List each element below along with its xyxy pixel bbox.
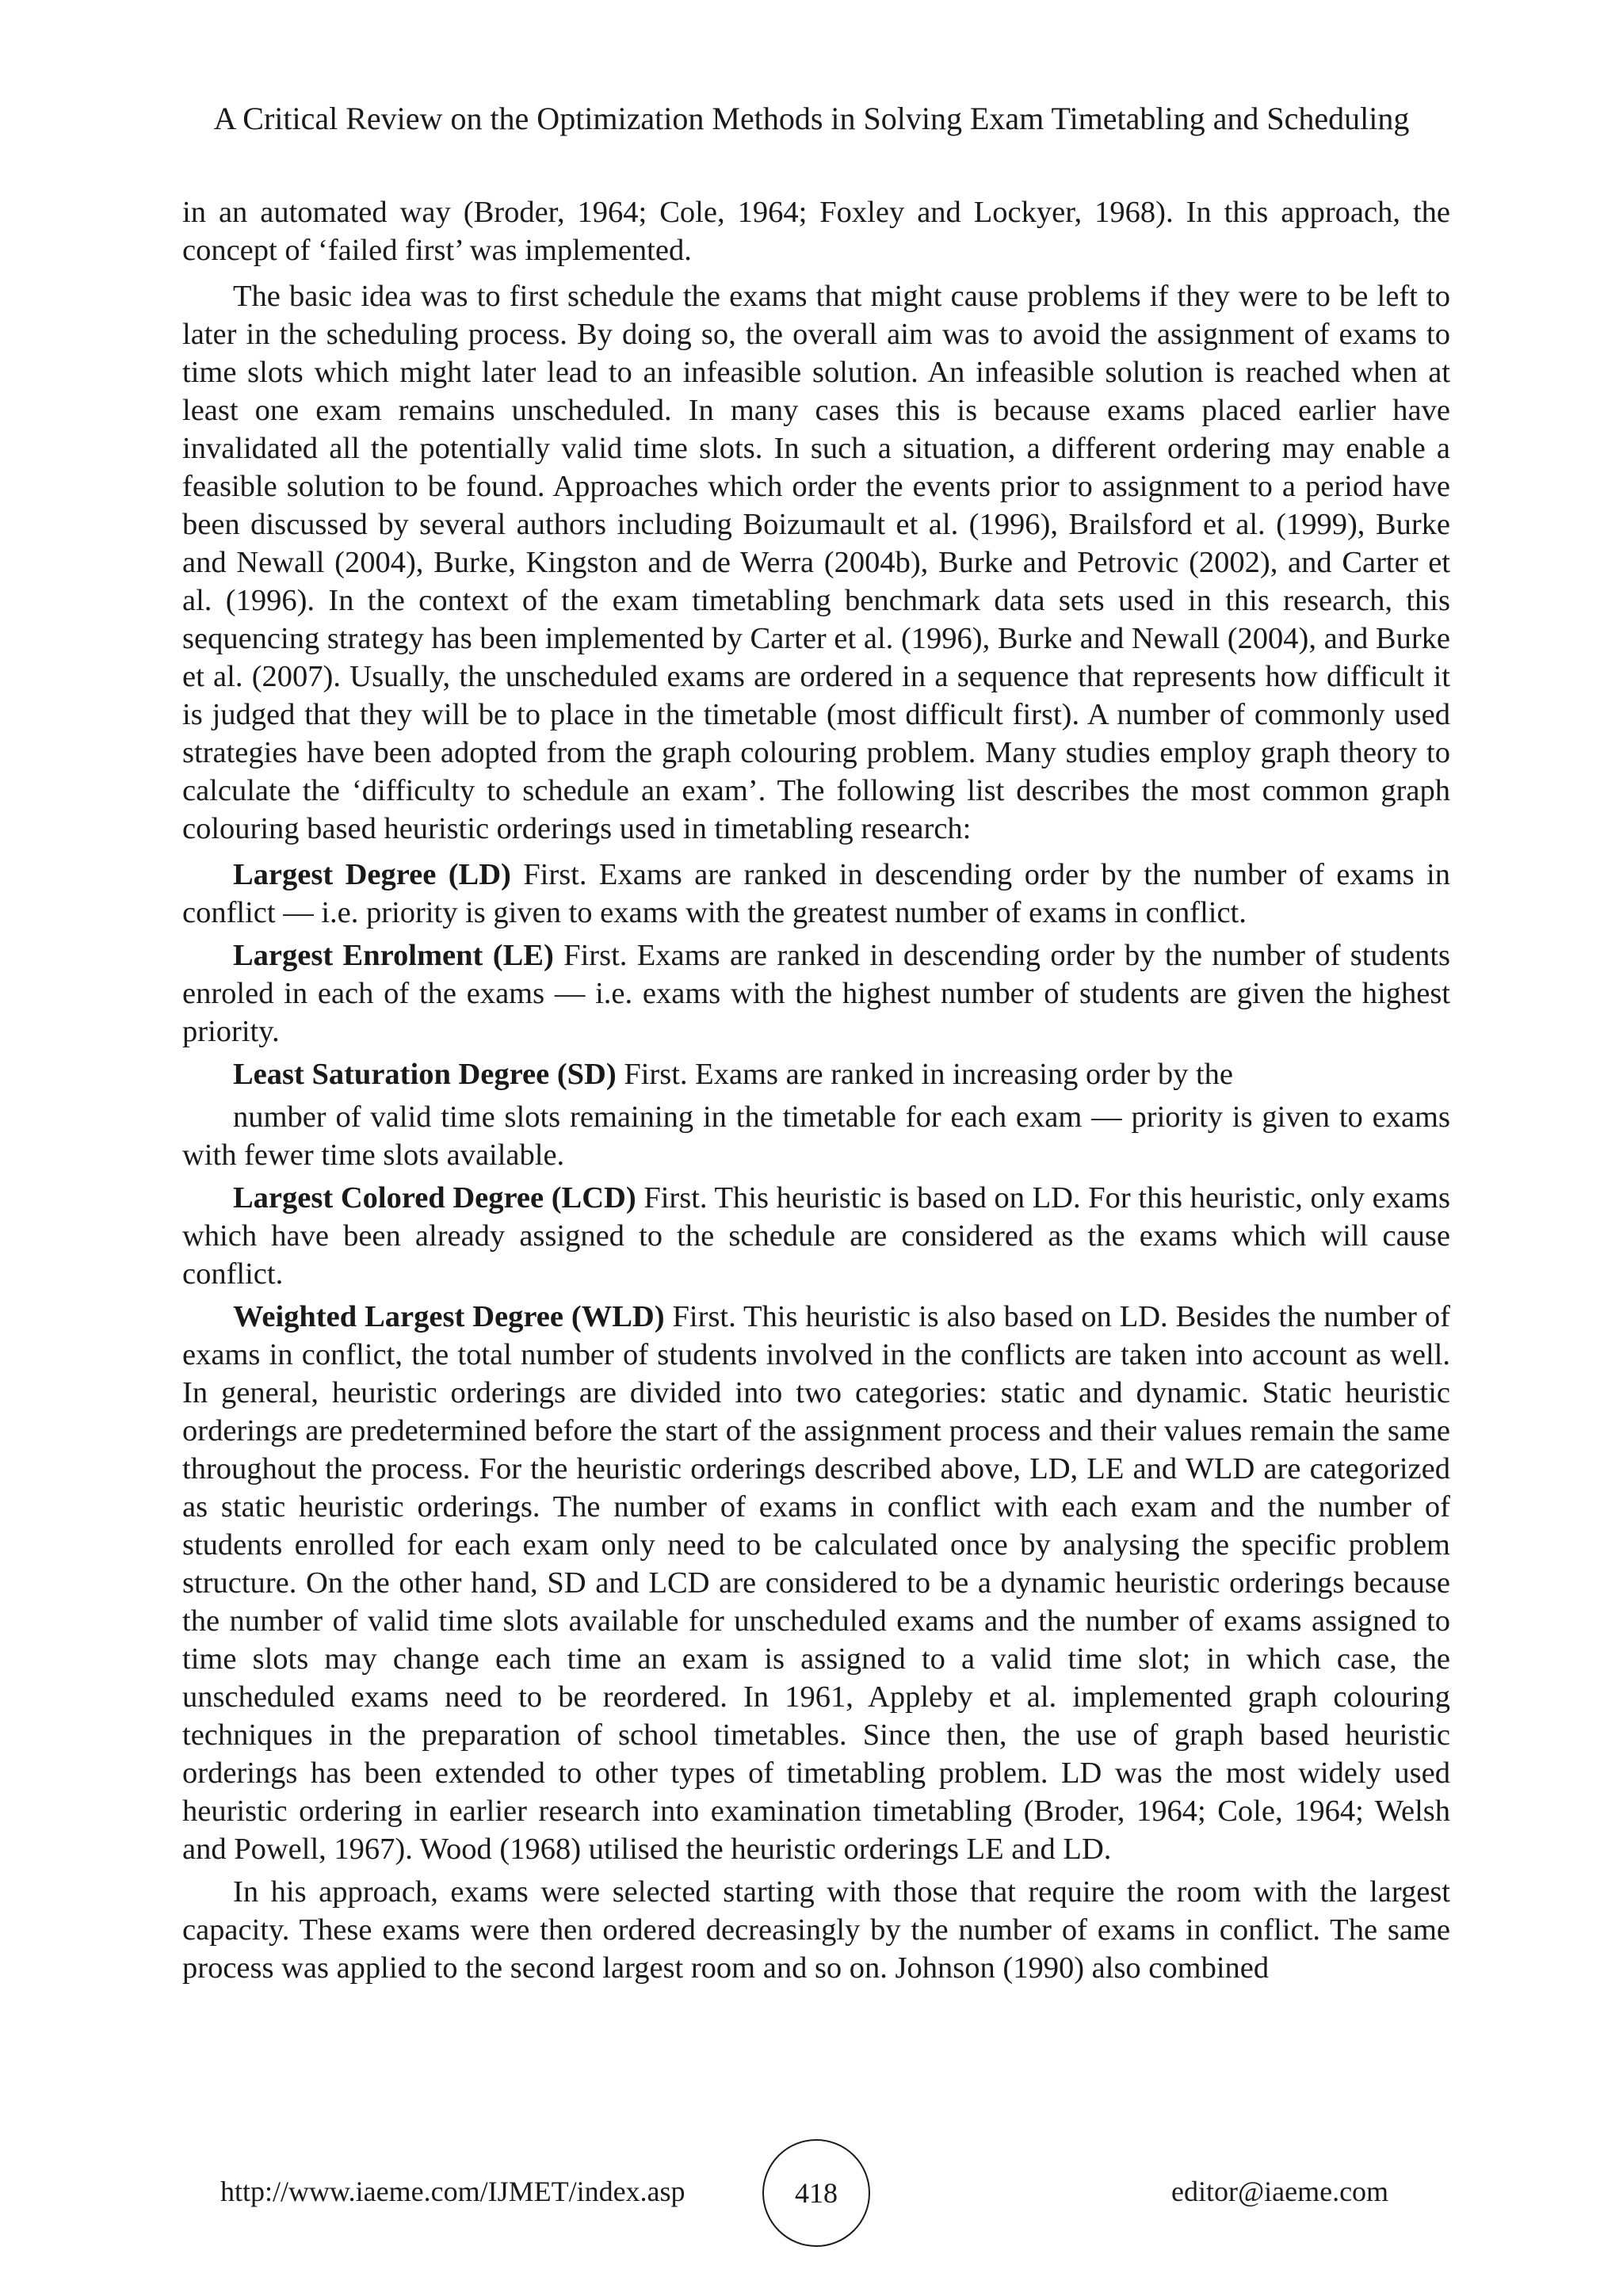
heuristic-ld (182, 856, 1450, 932)
heuristic-le-description: First. Exams are ranked in descending order by the number of students enroled in each of the exams — i.e. exams with the highest number of students are given the highest priority. (182, 939, 1450, 1048)
heuristic-le (182, 936, 1450, 1051)
paragraph-room-approach: In his approach, exams were selected starting with those that require the room with the largest capacity. These exams were then ordered decreasingly by the number of exams in conflict. The same process was applied to the second largest room and so on. Johnson (1990) also combined (182, 1875, 1450, 1985)
running-title: A Critical Review on the Optimization Methods in Solving Exam Timetabling and Scheduling (213, 101, 1410, 136)
heuristic-lcd (182, 1179, 1450, 1293)
heuristic-lcd-description: First. This heuristic is based on LD. For this heuristic, only exams which have been already assigned to the schedule are considered as the exams which will cause conflict. (182, 1181, 1450, 1291)
heuristic-sd (182, 1055, 1450, 1093)
heuristic-wld-term: Weighted Largest Degree (WLD) (233, 1300, 665, 1333)
heuristic-lcd-term: Largest Colored Degree (LCD) (233, 1181, 636, 1215)
heuristic-ld-term: Largest Degree (LD) (233, 858, 511, 891)
page-footer (0, 2139, 1623, 2250)
page-number: 418 (762, 2139, 870, 2247)
heuristic-wld-description: First. This heuristic is also based on LD. Besides the number of exams in conflict, the total number of students involved in the conflicts are taken into account as well. In general, heuristic orderings are divided into two categories: static and dynamic. Static heuristic orderings are predetermined before the start of the assignment process and their values remain the same throughout the process. For the heuristic orderings described above, LD, LE and WLD are categorized as static heuristic orderings. The number of exams in conflict with each exam and the number of students enrolled for each exam only need to be calculated once by analysing the specific problem structure. On the other hand, SD and LCD are considered to be a dynamic heuristic orderings because the number of valid time slots available for unscheduled exams and the number of exams assigned to time slots may change each time an exam is assigned to a valid time slot; in which case, the unscheduled exams need to be reordered. In 1961, Appleby et al. implemented graph colouring techniques in the preparation of school timetables. Since then, the use of graph based heuristic orderings has been extended to other types of timetabling problem. LD was the most widely used heuristic ordering in earlier research into examination timetabling (Broder, 1964; Cole, 1964; Welsh and Powell, 1967). Wood (1968) utilised the heuristic orderings LE and LD. (182, 1300, 1450, 1866)
paragraph-continuation: in an automated way (Broder, 1964; Cole, 1964; Foxley and Lockyer, 1968). In this approach, the concept of ‘failed first’ was implemented. (182, 196, 1450, 267)
paragraph-basic-idea: The basic idea was to first schedule the exams that might cause problems if they were to be left to later in the scheduling process. By doing so, the overall aim was to avoid the assignment of exams to time slots which might later lead to an infeasible solution. An infeasible solution is reached when at least one exam remains unscheduled. In many cases this is because exams placed earlier have invalidated all the potentially valid time slots. In such a situation, a different ordering may enable a feasible solution to be found. Approaches which order the events prior to assignment to a period have been discussed by several authors including Boizumault et al. (1996), Brailsford et al. (1999), Burke and Newall (2004), Burke, Kingston and de Werra (2004b), Burke and Petrovic (2002), and Carter et al. (1996). In the context of the exam timetabling benchmark data sets used in this research, this sequencing strategy has been implemented by Carter et al. (1996), Burke and Newall (2004), and Burke et al. (2007). Usually, the unscheduled exams are ordered in a sequence that represents how difficult it is judged that they will be to place in the timetable (most difficult first). A number of commonly used strategies have been adopted from the graph colouring problem. Many studies employ graph theory to calculate the ‘difficulty to schedule an exam’. The following list describes the most common graph colouring based heuristic orderings used in timetabling research: (182, 280, 1450, 845)
heuristic-sd-term: Least Saturation Degree (SD) (233, 1058, 617, 1091)
heuristic-ld-description: First. Exams are ranked in descending order by the number of exams in conflict — i.e. priority is given to exams with the greatest number of exams in conflict. (182, 858, 1450, 929)
heuristic-le-term: Largest Enrolment (LE) (233, 939, 554, 972)
journal-url-link[interactable]: http://www.iaeme.com/IJMET/index.asp (220, 2176, 685, 2207)
editor-email-link[interactable]: editor@iaeme.com (1171, 2176, 1389, 2207)
article-body (182, 193, 1450, 1995)
heuristic-wld (182, 1298, 1450, 1868)
heuristic-sd-description: First. Exams are ranked in increasing order by the (616, 1058, 1233, 1091)
heuristic-sd-continuation: number of valid time slots remaining in the timetable for each exam — priority is given to exams with fewer time slots available. (182, 1100, 1450, 1172)
